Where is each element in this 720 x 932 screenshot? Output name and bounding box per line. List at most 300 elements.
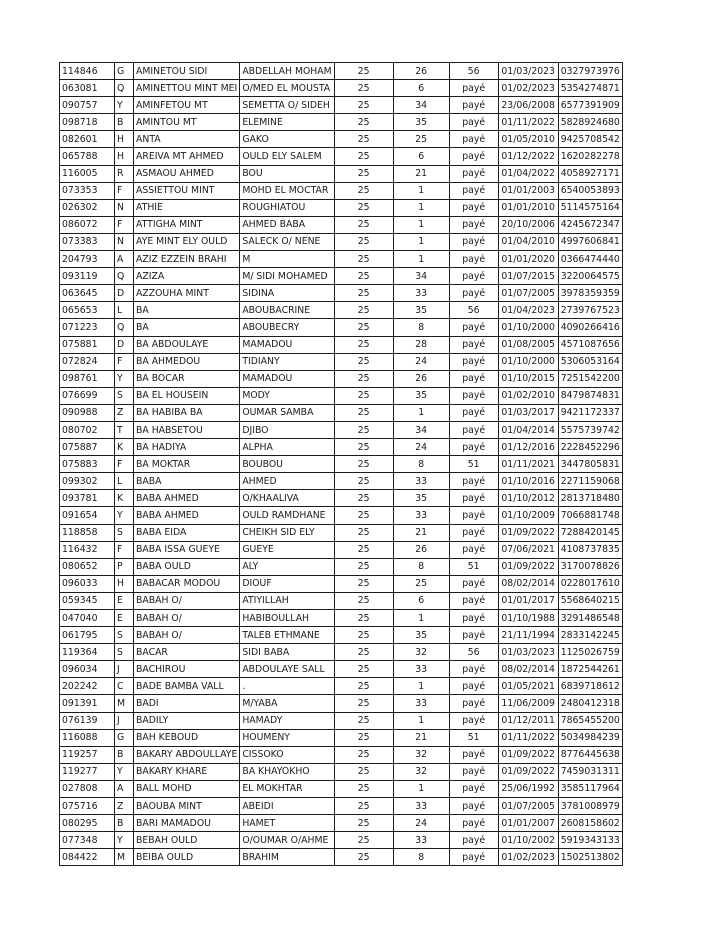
table-row	[60, 251, 623, 268]
status-cell: payé	[449, 592, 498, 609]
table-row	[60, 421, 623, 438]
table-row	[60, 627, 623, 644]
status-cell: payé	[449, 165, 498, 182]
status-cell: payé	[449, 285, 498, 302]
account-cell: 5034984239	[558, 729, 622, 746]
number-cell: 35	[393, 627, 449, 644]
rate-cell: 25	[334, 421, 393, 438]
father-name-cell: ABOUBECRY	[240, 319, 334, 336]
table-row	[60, 456, 623, 473]
letter-cell: S	[115, 627, 134, 644]
father-name-cell: BA KHAYOKHO	[240, 763, 334, 780]
id-cell: 204793	[60, 251, 115, 268]
letter-cell: N	[115, 199, 134, 216]
status-cell: payé	[449, 849, 498, 866]
id-cell: 098718	[60, 114, 115, 131]
name-cell: BABA ISSA GUEYE	[134, 541, 240, 558]
letter-cell: A	[115, 780, 134, 797]
table-row	[60, 473, 623, 490]
id-cell: 080295	[60, 815, 115, 832]
table-row	[60, 319, 623, 336]
name-cell: BARI MAMADOU	[134, 815, 240, 832]
account-cell: 3291486548	[558, 610, 622, 627]
status-cell: 56	[449, 63, 498, 80]
table-row	[60, 763, 623, 780]
account-cell: 8479874831	[558, 387, 622, 404]
name-cell: ASMAOU AHMED	[134, 165, 240, 182]
rate-cell: 25	[334, 575, 393, 592]
father-name-cell: AHMED	[240, 473, 334, 490]
father-name-cell: ABDOULAYE SALL	[240, 661, 334, 678]
number-cell: 1	[393, 712, 449, 729]
id-cell: 075883	[60, 456, 115, 473]
account-cell: 5828924680	[558, 114, 622, 131]
name-cell: BALL MOHD	[134, 780, 240, 797]
name-cell: BADE BAMBA VALL	[134, 678, 240, 695]
status-cell: payé	[449, 114, 498, 131]
status-cell: 51	[449, 558, 498, 575]
id-cell: 116005	[60, 165, 115, 182]
rate-cell: 25	[334, 456, 393, 473]
father-name-cell: GAKO	[240, 131, 334, 148]
name-cell: ATTIGHA MINT	[134, 216, 240, 233]
rate-cell: 25	[334, 729, 393, 746]
status-cell: 56	[449, 302, 498, 319]
date-cell: 11/06/2009	[498, 695, 558, 712]
id-cell: 080702	[60, 421, 115, 438]
letter-cell: Z	[115, 798, 134, 815]
table-row	[60, 63, 623, 80]
status-cell: 56	[449, 644, 498, 661]
name-cell: BABA AHMED	[134, 490, 240, 507]
account-cell: 3978359359	[558, 285, 622, 302]
date-cell: 25/06/1992	[498, 780, 558, 797]
letter-cell: H	[115, 575, 134, 592]
id-cell: 114846	[60, 63, 115, 80]
number-cell: 1	[393, 404, 449, 421]
number-cell: 32	[393, 763, 449, 780]
name-cell: BAKARY KHARE	[134, 763, 240, 780]
letter-cell: E	[115, 592, 134, 609]
table-row	[60, 268, 623, 285]
name-cell: BA AHMEDOU	[134, 353, 240, 370]
rate-cell: 25	[334, 387, 393, 404]
rate-cell: 25	[334, 114, 393, 131]
id-cell: 091654	[60, 507, 115, 524]
name-cell: AYE MINT ELY OULD	[134, 233, 240, 250]
status-cell: payé	[449, 678, 498, 695]
father-name-cell: ALY	[240, 558, 334, 575]
id-cell: 065653	[60, 302, 115, 319]
name-cell: AMINETOU SIDI	[134, 63, 240, 80]
status-cell: 51	[449, 456, 498, 473]
date-cell: 01/05/2010	[498, 131, 558, 148]
status-cell: payé	[449, 575, 498, 592]
letter-cell: P	[115, 558, 134, 575]
father-name-cell: ATIYILLAH	[240, 592, 334, 609]
father-name-cell: .	[240, 678, 334, 695]
date-cell: 01/09/2022	[498, 524, 558, 541]
father-name-cell: ABEIDI	[240, 798, 334, 815]
table-row	[60, 832, 623, 849]
id-cell: 093781	[60, 490, 115, 507]
account-cell: 2480412318	[558, 695, 622, 712]
name-cell: BA BOCAR	[134, 370, 240, 387]
table-row	[60, 712, 623, 729]
name-cell: BAOUBA MINT	[134, 798, 240, 815]
father-name-cell: ALPHA	[240, 439, 334, 456]
name-cell: AMINTOU MT	[134, 114, 240, 131]
rate-cell: 25	[334, 832, 393, 849]
table-row	[60, 729, 623, 746]
account-cell: 1620282278	[558, 148, 622, 165]
father-name-cell: BOUBOU	[240, 456, 334, 473]
rate-cell: 25	[334, 199, 393, 216]
name-cell: ANTA	[134, 131, 240, 148]
rate-cell: 25	[334, 353, 393, 370]
id-cell: 096034	[60, 661, 115, 678]
status-cell: payé	[449, 80, 498, 97]
father-name-cell: BRAHIM	[240, 849, 334, 866]
number-cell: 34	[393, 97, 449, 114]
date-cell: 01/02/2023	[498, 849, 558, 866]
account-cell: 7066881748	[558, 507, 622, 524]
id-cell: 091391	[60, 695, 115, 712]
date-cell: 01/04/2023	[498, 302, 558, 319]
name-cell: BA HADIYA	[134, 439, 240, 456]
account-cell: 7288420145	[558, 524, 622, 541]
date-cell: 01/08/2005	[498, 336, 558, 353]
name-cell: BABAH O/	[134, 592, 240, 609]
table-row	[60, 490, 623, 507]
father-name-cell: TIDIANY	[240, 353, 334, 370]
status-cell: payé	[449, 182, 498, 199]
number-cell: 35	[393, 490, 449, 507]
date-cell: 01/02/2023	[498, 80, 558, 97]
rate-cell: 25	[334, 268, 393, 285]
number-cell: 8	[393, 849, 449, 866]
account-cell: 5568640215	[558, 592, 622, 609]
date-cell: 01/10/2015	[498, 370, 558, 387]
letter-cell: S	[115, 387, 134, 404]
father-name-cell: O/KHAALIVA	[240, 490, 334, 507]
date-cell: 01/07/2005	[498, 285, 558, 302]
name-cell: ASSIETTOU MINT	[134, 182, 240, 199]
table-row	[60, 592, 623, 609]
number-cell: 33	[393, 661, 449, 678]
rate-cell: 25	[334, 507, 393, 524]
date-cell: 01/10/2000	[498, 319, 558, 336]
id-cell: 075881	[60, 336, 115, 353]
status-cell: payé	[449, 763, 498, 780]
date-cell: 01/10/2002	[498, 832, 558, 849]
account-cell: 7865455200	[558, 712, 622, 729]
account-cell: 3220064575	[558, 268, 622, 285]
letter-cell: J	[115, 661, 134, 678]
date-cell: 01/10/2000	[498, 353, 558, 370]
rate-cell: 25	[334, 798, 393, 815]
name-cell: BACHIROU	[134, 661, 240, 678]
table-row	[60, 798, 623, 815]
date-cell: 01/11/2022	[498, 114, 558, 131]
table-row	[60, 404, 623, 421]
id-cell: 075887	[60, 439, 115, 456]
number-cell: 32	[393, 746, 449, 763]
name-cell: ATHIE	[134, 199, 240, 216]
number-cell: 28	[393, 336, 449, 353]
number-cell: 32	[393, 644, 449, 661]
account-cell: 9421172337	[558, 404, 622, 421]
letter-cell: T	[115, 421, 134, 438]
rate-cell: 25	[334, 336, 393, 353]
account-cell: 4058927171	[558, 165, 622, 182]
rate-cell: 25	[334, 524, 393, 541]
table-row	[60, 353, 623, 370]
id-cell: 075716	[60, 798, 115, 815]
name-cell: BABACAR MODOU	[134, 575, 240, 592]
number-cell: 26	[393, 370, 449, 387]
letter-cell: B	[115, 746, 134, 763]
id-cell: 065788	[60, 148, 115, 165]
date-cell: 08/02/2014	[498, 575, 558, 592]
father-name-cell: CISSOKO	[240, 746, 334, 763]
id-cell: 099302	[60, 473, 115, 490]
status-cell: payé	[449, 661, 498, 678]
number-cell: 1	[393, 182, 449, 199]
rate-cell: 25	[334, 216, 393, 233]
rate-cell: 25	[334, 610, 393, 627]
status-cell: payé	[449, 507, 498, 524]
father-name-cell: MAMADOU	[240, 336, 334, 353]
account-cell: 4997606841	[558, 233, 622, 250]
table-row	[60, 165, 623, 182]
letter-cell: Q	[115, 80, 134, 97]
rate-cell: 25	[334, 780, 393, 797]
table-row	[60, 233, 623, 250]
table-row	[60, 695, 623, 712]
rate-cell: 25	[334, 592, 393, 609]
account-cell: 7251542200	[558, 370, 622, 387]
account-cell: 0327973976	[558, 63, 622, 80]
date-cell: 01/09/2022	[498, 746, 558, 763]
account-cell: 6540053893	[558, 182, 622, 199]
letter-cell: H	[115, 131, 134, 148]
name-cell: BEIBA OULD	[134, 849, 240, 866]
status-cell: payé	[449, 780, 498, 797]
id-cell: 063645	[60, 285, 115, 302]
father-name-cell: MOHD EL MOCTAR	[240, 182, 334, 199]
father-name-cell: EL MOKHTAR	[240, 780, 334, 797]
letter-cell: Z	[115, 404, 134, 421]
letter-cell: C	[115, 678, 134, 695]
father-name-cell: HOUMENY	[240, 729, 334, 746]
number-cell: 21	[393, 524, 449, 541]
status-cell: payé	[449, 404, 498, 421]
father-name-cell: TALEB ETHMANE	[240, 627, 334, 644]
status-cell: payé	[449, 746, 498, 763]
account-cell: 4571087656	[558, 336, 622, 353]
id-cell: 076139	[60, 712, 115, 729]
father-name-cell: O/MED EL MOUSTA	[240, 80, 334, 97]
letter-cell: Y	[115, 763, 134, 780]
father-name-cell: MODY	[240, 387, 334, 404]
rate-cell: 25	[334, 439, 393, 456]
rate-cell: 25	[334, 746, 393, 763]
status-cell: payé	[449, 319, 498, 336]
number-cell: 33	[393, 285, 449, 302]
father-name-cell: HAMADY	[240, 712, 334, 729]
name-cell: BA MOKTAR	[134, 456, 240, 473]
id-cell: 073353	[60, 182, 115, 199]
date-cell: 01/10/1988	[498, 610, 558, 627]
father-name-cell: AHMED BABA	[240, 216, 334, 233]
table-row	[60, 439, 623, 456]
number-cell: 25	[393, 131, 449, 148]
table-row	[60, 216, 623, 233]
letter-cell: F	[115, 456, 134, 473]
number-cell: 1	[393, 251, 449, 268]
rate-cell: 25	[334, 165, 393, 182]
id-cell: 063081	[60, 80, 115, 97]
rate-cell: 25	[334, 558, 393, 575]
rate-cell: 25	[334, 97, 393, 114]
table-row	[60, 507, 623, 524]
status-cell: payé	[449, 610, 498, 627]
letter-cell: E	[115, 610, 134, 627]
date-cell: 01/05/2021	[498, 678, 558, 695]
rate-cell: 25	[334, 370, 393, 387]
account-cell: 2833142245	[558, 627, 622, 644]
account-cell: 4108737835	[558, 541, 622, 558]
records-table	[59, 62, 623, 866]
number-cell: 34	[393, 268, 449, 285]
status-cell: payé	[449, 216, 498, 233]
date-cell: 01/01/2007	[498, 815, 558, 832]
father-name-cell: DIOUF	[240, 575, 334, 592]
date-cell: 01/01/2010	[498, 199, 558, 216]
name-cell: BADI	[134, 695, 240, 712]
status-cell: payé	[449, 695, 498, 712]
number-cell: 6	[393, 148, 449, 165]
table-body	[60, 63, 623, 866]
id-cell: 076699	[60, 387, 115, 404]
name-cell: AZIZ EZZEIN BRAHI	[134, 251, 240, 268]
date-cell: 01/07/2015	[498, 268, 558, 285]
account-cell: 5114575164	[558, 199, 622, 216]
id-cell: 119364	[60, 644, 115, 661]
number-cell: 8	[393, 456, 449, 473]
number-cell: 24	[393, 439, 449, 456]
name-cell: AMINETTOU MINT MEI	[134, 80, 240, 97]
rate-cell: 25	[334, 319, 393, 336]
date-cell: 01/03/2017	[498, 404, 558, 421]
table-row	[60, 678, 623, 695]
id-cell: 059345	[60, 592, 115, 609]
number-cell: 33	[393, 473, 449, 490]
status-cell: payé	[449, 627, 498, 644]
name-cell: BA HABIBA BA	[134, 404, 240, 421]
table-row	[60, 199, 623, 216]
father-name-cell: ABDELLAH MOHAM	[240, 63, 334, 80]
account-cell: 3585117964	[558, 780, 622, 797]
id-cell: 116088	[60, 729, 115, 746]
father-name-cell: M/YABA	[240, 695, 334, 712]
name-cell: BA	[134, 319, 240, 336]
id-cell: 116432	[60, 541, 115, 558]
id-cell: 093119	[60, 268, 115, 285]
date-cell: 01/02/2010	[498, 387, 558, 404]
rate-cell: 25	[334, 627, 393, 644]
status-cell: payé	[449, 798, 498, 815]
father-name-cell: DJIBO	[240, 421, 334, 438]
id-cell: 047040	[60, 610, 115, 627]
number-cell: 26	[393, 541, 449, 558]
account-cell: 3170078826	[558, 558, 622, 575]
date-cell: 01/09/2022	[498, 558, 558, 575]
status-cell: payé	[449, 387, 498, 404]
letter-cell: B	[115, 815, 134, 832]
id-cell: 119257	[60, 746, 115, 763]
account-cell: 4090266416	[558, 319, 622, 336]
status-cell: payé	[449, 832, 498, 849]
number-cell: 25	[393, 575, 449, 592]
name-cell: BA EL HOUSEIN	[134, 387, 240, 404]
date-cell: 07/06/2021	[498, 541, 558, 558]
father-name-cell: ROUGHIATOU	[240, 199, 334, 216]
number-cell: 26	[393, 63, 449, 80]
letter-cell: D	[115, 285, 134, 302]
rate-cell: 25	[334, 712, 393, 729]
account-cell: 2608158602	[558, 815, 622, 832]
father-name-cell: HABIBOULLAH	[240, 610, 334, 627]
account-cell: 3781008979	[558, 798, 622, 815]
name-cell: BA ABDOULAYE	[134, 336, 240, 353]
status-cell: payé	[449, 524, 498, 541]
date-cell: 01/09/2022	[498, 763, 558, 780]
id-cell: 072824	[60, 353, 115, 370]
date-cell: 01/10/2016	[498, 473, 558, 490]
table-row	[60, 370, 623, 387]
status-cell: payé	[449, 541, 498, 558]
number-cell: 6	[393, 80, 449, 97]
letter-cell: H	[115, 148, 134, 165]
letter-cell: B	[115, 114, 134, 131]
date-cell: 01/01/2020	[498, 251, 558, 268]
status-cell: payé	[449, 421, 498, 438]
number-cell: 1	[393, 780, 449, 797]
letter-cell: F	[115, 541, 134, 558]
id-cell: 082601	[60, 131, 115, 148]
account-cell: 5575739742	[558, 421, 622, 438]
father-name-cell: OULD RAMDHANE	[240, 507, 334, 524]
number-cell: 1	[393, 233, 449, 250]
rate-cell: 25	[334, 815, 393, 832]
id-cell: 071223	[60, 319, 115, 336]
account-cell: 8776445638	[558, 746, 622, 763]
account-cell: 5306053164	[558, 353, 622, 370]
account-cell: 2228452296	[558, 439, 622, 456]
number-cell: 8	[393, 319, 449, 336]
status-cell: payé	[449, 473, 498, 490]
table-row	[60, 558, 623, 575]
date-cell: 01/04/2022	[498, 165, 558, 182]
letter-cell: A	[115, 251, 134, 268]
id-cell: 026302	[60, 199, 115, 216]
rate-cell: 25	[334, 302, 393, 319]
number-cell: 33	[393, 798, 449, 815]
account-cell: 0366474440	[558, 251, 622, 268]
number-cell: 6	[393, 592, 449, 609]
